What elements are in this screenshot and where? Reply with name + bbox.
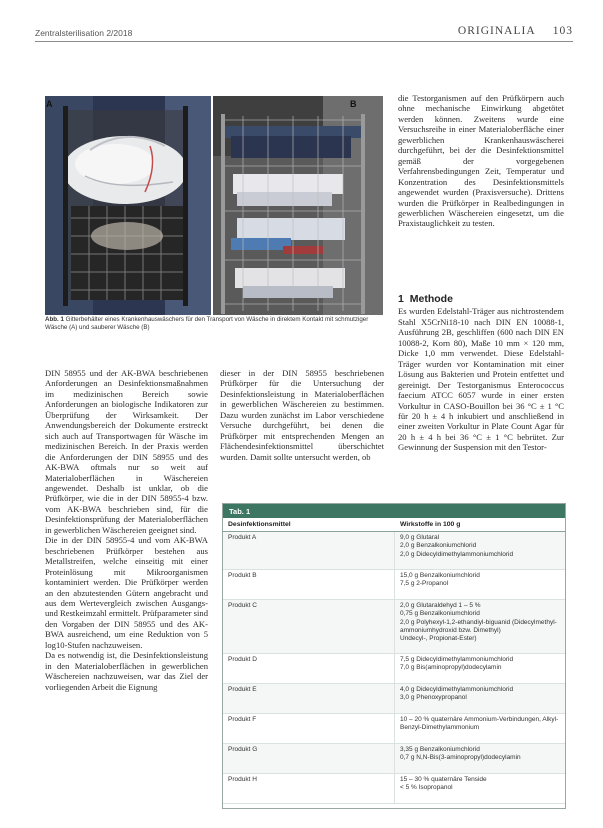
ingredients-cell (395, 600, 565, 653)
section-name: ORIGINALIA (457, 25, 535, 37)
ingredient-line: 2,0 g Polyhexyl-1,2-ethandiyl-biguanid (Didecylmethyl-ammoniumhydroxid bzw. Dimethyl) (400, 618, 557, 634)
product-name-cell: Produkt F (223, 714, 395, 743)
header-rule (35, 41, 573, 42)
journal-header: Zentralsterilisation 2/2018 (35, 28, 133, 38)
photo-clean-laundry-cart (213, 96, 383, 315)
ingredient-line: 9,0 g Glutaral (400, 534, 440, 541)
figure-label-b: B (350, 99, 357, 109)
ingredient-line: 4,0 g Didecyldimethylammoniumchlorid (400, 686, 514, 693)
figure-photos (45, 96, 383, 315)
methods-section (398, 294, 564, 453)
photo-b-image (213, 96, 383, 315)
product-name-cell: Produkt B (223, 570, 395, 599)
ingredient-line: 3,35 g Benzalkoniumchlorid (400, 746, 480, 753)
table-row (223, 714, 565, 744)
table-row (223, 532, 565, 570)
ingredient-line: Undecyl-, Propionat-Ester) (400, 635, 477, 643)
section-title: Methode (409, 293, 453, 305)
figure-caption (45, 316, 390, 332)
ingredient-line: 2,0 g Didecyldimethylammoniumchlorid (400, 550, 514, 558)
column-header: Wirkstoffe in 100 g (400, 521, 461, 528)
table-title: Tab. 1 (223, 504, 565, 518)
product-name-cell: Produkt H (223, 774, 395, 803)
body-column-3 (398, 93, 564, 229)
paragraph: die Testorganismen auf den Prüfkörpern auch ohne mechanische Einwirkung abgetötet werden können. Zweitens wurde eine Versuchsreihe in einer Materialoberfläche einer gewerblichen Krankenhauswäscherei durchgeführt, bei der die Desinfektionsmittel gemäß der vorgegebenen Verfahrensbedingungen Zeit, Temperatur und Konzentration des Desinfektionsmittels angewendet wurden (Praxisversuche). Drittens wurden die Prüfkörper in Realbedingungen in gewerblichen Wäschereien eingesetzt, um die Praxistauglichkeit zu testen. (398, 93, 564, 229)
paragraph: dieser in der DIN 58955 beschriebenen Prüfkörper für die Untersuchung der Desinfektionsleistung in Materialoberflächen in gewerblichen Wäschereien zu bestimmen. Dazu wurden zunächst im Labor verschiedene Versuche durchgeführt, bei denen die Prüfkörper mit entsprechenden Mengen an Flächendesinfektionsmittel überschichtet wurden. Damit sollte untersucht werden, ob (220, 368, 384, 462)
product-name-cell: Produkt E (223, 684, 395, 713)
table-row (223, 570, 565, 600)
column-header: Desinfektionsmittel (228, 521, 291, 528)
ingredient-line: 15 – 30 % quaternäre Tenside (400, 776, 487, 783)
ingredient-line: 0,75 g Benzalkoniumchlorid (400, 610, 480, 618)
photo-dirty-laundry-cart (45, 96, 211, 315)
figure-caption-label: Abb. 1 (45, 316, 64, 323)
page-header-right (458, 25, 573, 37)
ingredients-cell (395, 684, 565, 713)
ingredients-cell (395, 714, 565, 743)
ingredient-line: < 5 % Isopropanol (400, 784, 453, 792)
paragraph: Da es notwendig ist, die Desinfektionsleistung in den Materialoberflächen in gewerblichen Wäschereien nachzuweisen, war das Ziel der vorliegenden Arbeit die Eignung (45, 650, 208, 692)
ingredient-line: 7,0 g Bis(aminopropyl)dodecylamin (400, 664, 502, 672)
ingredient-line: 15,0 g Benzalkoniumchlorid (400, 572, 480, 579)
figure-caption-text: Gitterbehälter eines Krankenhauswäschers für den Transport von Wäsche in direktem Kontakt mit schmutziger Wäsche (A) und sauberer Wäsche (B) (45, 316, 369, 332)
table-row (223, 600, 565, 654)
photo-a-image (45, 96, 211, 315)
figure-label-a: A (46, 99, 53, 109)
section-heading (398, 294, 564, 304)
section-number: 1 (398, 293, 404, 305)
disinfectant-table (222, 503, 566, 809)
table-body (223, 532, 565, 804)
body-column-1 (45, 368, 208, 692)
table-row (223, 654, 565, 684)
ingredient-line: 7,5 g Didecyldimethylammoniumchlorid (400, 656, 514, 663)
product-name-cell: Produkt D (223, 654, 395, 683)
ingredient-line: 0,7 g N,N-Bis(3-aminopropyl)dodecylamin (400, 754, 521, 762)
ingredient-line: 7,5 g 2-Propanol (400, 580, 449, 588)
ingredient-line: 3,0 g Phenoxypropanol (400, 694, 467, 702)
table-header-row (223, 518, 565, 532)
ingredient-line: 2,0 g Glutaraldehyd 1 – 5 % (400, 602, 481, 609)
ingredient-line: 2,0 g Benzalkoniumchlorid (400, 542, 477, 550)
product-name-cell: Produkt C (223, 600, 395, 653)
ingredient-line: 10 – 20 % quaternäre Ammonium-Verbindungen, Alkyl-Benzyl-Dimethylammonium (400, 716, 559, 732)
ingredients-cell (395, 744, 565, 773)
paragraph: DIN 58955 und der AK-BWA beschriebenen Anforderungen an Desinfektionsmaßnahmen im medizinischen Bereich sowie Anforderungen an biologische Indikatoren zur Überprüfung der Wirksamkeit. Der Anwendungsbereich der Dokumente erstreckt sich auch auf Transportwagen für Wäsche im medizinischen Bereich. In der Praxis werden die Anforderungen der DIN 58955 und des AK-BWA oftmals nur so weit auf Materialoberflächen in Wäschereien angewendet. Deshalb ist unklar, ob die Prüfkörper, wie die in der DIN 58955-4 bzw. vom AK-BWA beschrieben sind, für die Desinfektionsprüfung der Materialoberflächen in gewerblichen Wäschereien geeignet sind. (45, 368, 208, 535)
paragraph: Es wurden Edelstahl-Träger aus nichtrostendem Stahl X5CrNi18-10 nach DIN EN 10088-1, Ausführung 2B, geschliffen (600 nach DIN EN 10088-2, Korn 80), Maße 10 mm × 120 mm, Dicke 1,0 mm verwendet. Diese Edelstahl-Träger wurden vor Kontamination mit einer Lösung aus Bakterien und Protein entfettet und gereinigt. Der Testorganismus Enterococcus faecium ATCC 6057 wurde in einer ersten Vorkultur in CASO-Bouillon bei 36 °C ± 1 °C für 20 h ± 4 h inkubiert und anschließend in einer zweiten Vorkultur in Plate Count Agar für 20 h ± 4 h bei 36 °C ± 1 °C bebrütet. Zur Gewinnung der Suspension mit den Testor- (398, 306, 564, 453)
table-row (223, 774, 565, 804)
ingredients-cell (395, 532, 565, 569)
product-name-cell: Produkt G (223, 744, 395, 773)
table-row (223, 684, 565, 714)
paragraph: Die in der DIN 58955-4 und vom AK-BWA beschriebenen Prüfkörper bestehen aus Metallstreifen, welche einseitig mit einer Proteinlösung mit Mikroorganismen kontaminiert werden. Die Prüfkörper werden an den abzutestenden Gütern angebracht und aus dem Wertevergleich zwischen Ausgangs- und Restkeimzahl ermittelt. Prüfparameter sind den Vorgaben der DIN 58955 und des AK-BWA ausreichend, um eine Reduktion von 5 log10-Stufen nachzuweisen. (45, 535, 208, 650)
table-row (223, 744, 565, 774)
ingredients-cell (395, 774, 565, 803)
ingredients-cell (395, 570, 565, 599)
page-number: 103 (552, 25, 573, 37)
product-name-cell: Produkt A (223, 532, 395, 569)
body-column-2 (220, 368, 384, 462)
ingredients-cell (395, 654, 565, 683)
